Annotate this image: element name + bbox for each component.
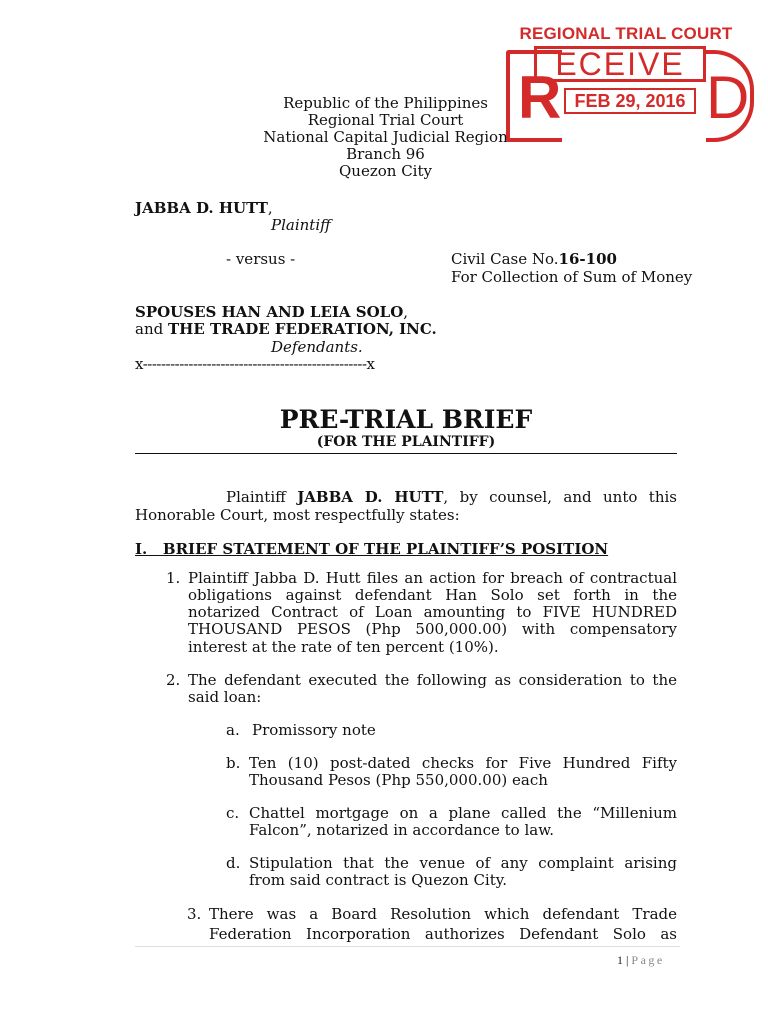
item-number: 2.	[166, 671, 181, 689]
header-line-republic: Republic of the Philippines	[283, 94, 488, 112]
header-line-court: Regional Trial Court	[307, 111, 464, 129]
stamp-received-word: ECEIVE	[534, 46, 706, 82]
document-title: PRE-TRIAL BRIEF	[279, 405, 533, 434]
intro-plaintiff-name: JABBA D. HUTT	[297, 488, 444, 506]
stamp-last-letter: D	[706, 64, 750, 131]
stamp-frame-right	[706, 50, 754, 142]
stamp-court-name: REGIONAL TRIAL COURT	[519, 24, 733, 43]
defendant-line-2: and THE TRADE FEDERATION, INC.	[135, 320, 437, 338]
case-number-line: Civil Case No.16-100	[451, 250, 617, 268]
case-nature: For Collection of Sum of Money	[451, 268, 693, 286]
title-rule	[135, 453, 677, 454]
page-label: Page	[631, 953, 665, 967]
intro-line-1: Plaintiff JABBA D. HUTT, by counsel, and unto this	[226, 488, 677, 506]
page-footer	[617, 953, 665, 968]
document-subtitle: (FOR THE PLAINTIFF)	[316, 434, 496, 450]
defendant-line-1: SPOUSES HAN AND LEIA SOLO,	[135, 303, 409, 321]
versus-text: - versus -	[226, 250, 296, 268]
case-number: 16-100	[558, 250, 617, 268]
footer-separator: |	[626, 953, 629, 967]
footer-rule	[135, 946, 680, 947]
intro-line-2: Honorable Court, most respectfully states:	[135, 506, 460, 524]
defendant-role: Defendants.	[271, 338, 363, 356]
stamp-first-letter: R	[518, 64, 562, 131]
court-header	[200, 95, 571, 180]
plaintiff-role: Plaintiff	[271, 216, 331, 234]
section-heading: I. BRIEF STATEMENT OF THE PLAINTIFF’S POSITION	[135, 540, 609, 558]
header-line-city: Quezon City	[339, 162, 432, 180]
header-line-region: National Capital Judicial Region	[263, 128, 508, 146]
plaintiff-name-line: JABBA D. HUTT,	[135, 199, 273, 217]
caption-separator: x-------------------------------------------------x	[135, 355, 375, 373]
item-number: 1.	[166, 569, 181, 587]
header-line-branch: Branch 96	[346, 145, 425, 163]
page-number: 1	[617, 953, 623, 967]
stamp-date: FEB 29, 2016	[564, 88, 696, 114]
item-number: 3.	[187, 905, 202, 923]
plaintiff-name: JABBA D. HUTT	[135, 199, 268, 217]
